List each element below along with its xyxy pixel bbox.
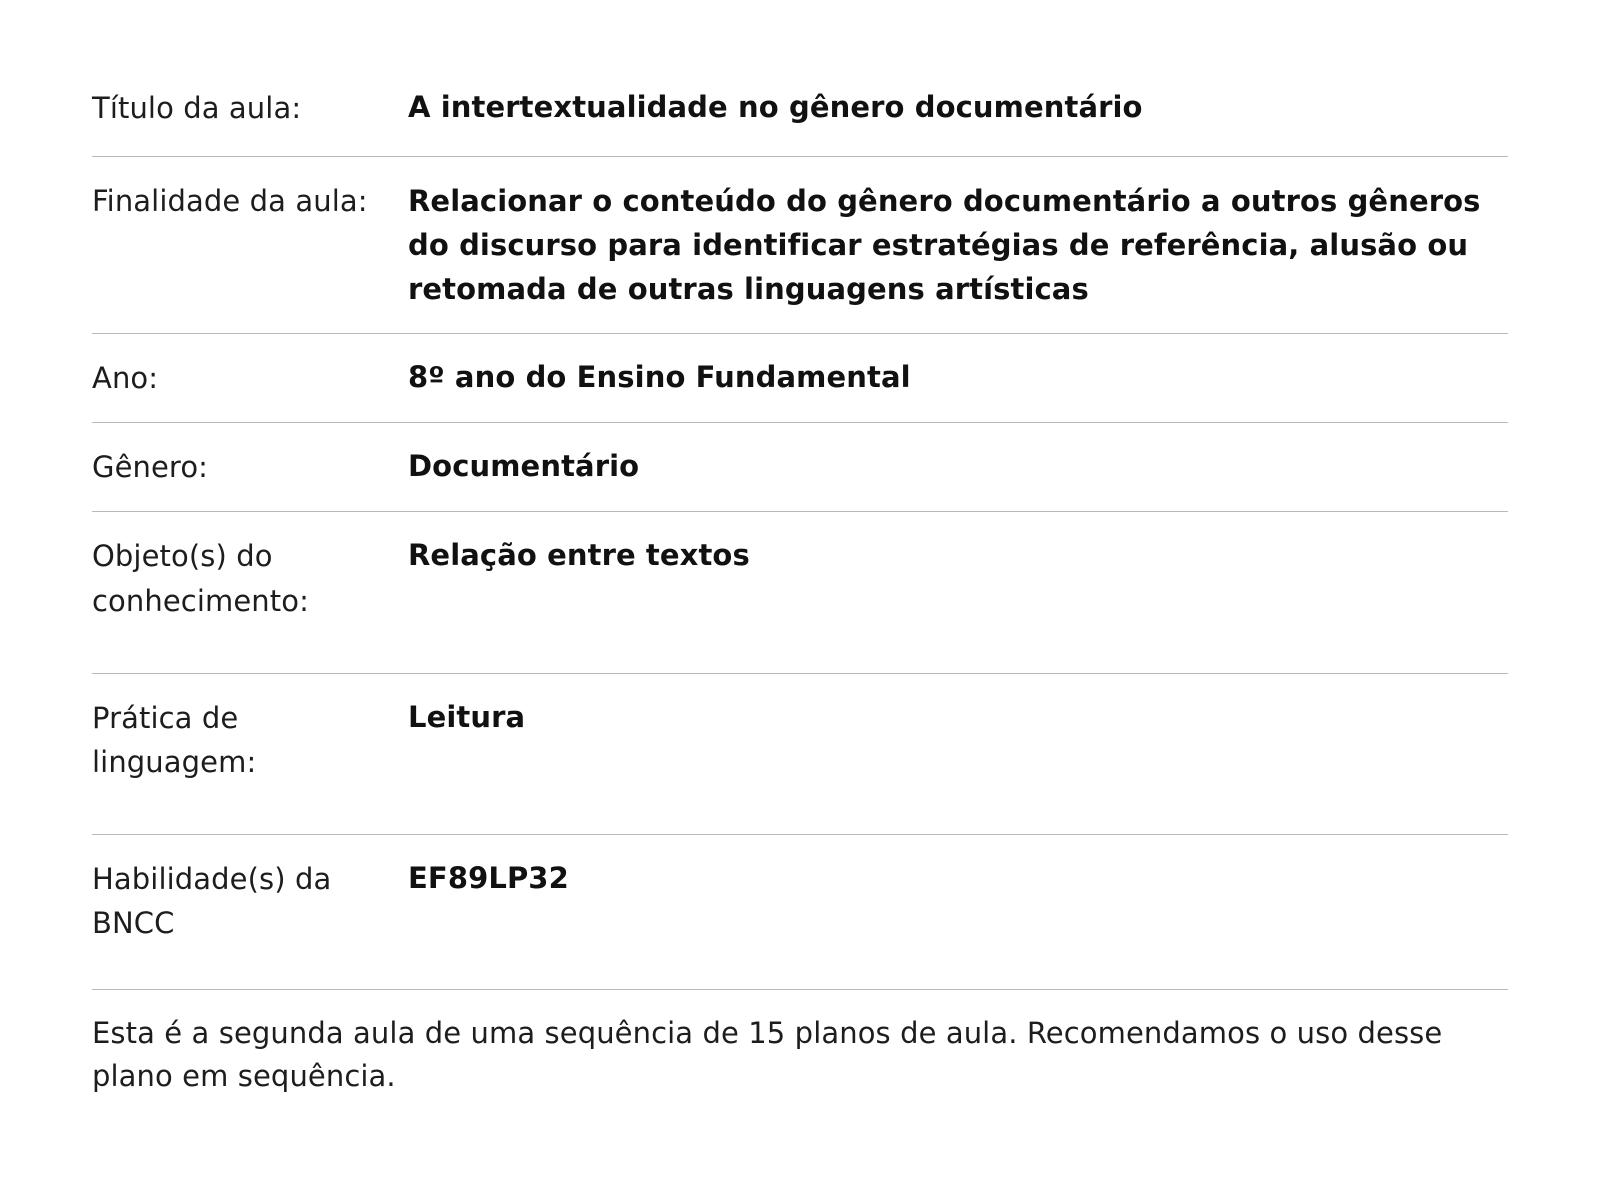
row-label-pratica: Prática de linguagem: <box>92 673 408 834</box>
row-label-objetos: Objeto(s) do conhecimento: <box>92 512 408 673</box>
row-value-objetos: Relação entre textos <box>408 512 1508 673</box>
row-value-pratica: Leitura <box>408 673 1508 834</box>
row-label-genero: Gênero: <box>92 423 408 512</box>
table-row <box>92 423 1508 512</box>
row-label-titulo: Título da aula: <box>92 91 302 125</box>
row-value-finalidade: Relacionar o conteúdo do gênero documentário a outros gêneros do discurso para identificar estratégias de referência, alusão ou retomada de outras linguagens artísticas <box>408 157 1508 334</box>
row-value-habilidades: EF89LP32 <box>408 834 1508 989</box>
sequence-note-row <box>92 989 1508 1099</box>
row-value-titulo: A intertextualidade no gênero documentário <box>408 90 1143 124</box>
row-value-ano: 8º ano do Ensino Fundamental <box>408 334 1508 423</box>
table-row <box>92 157 1508 334</box>
row-value-genero: Documentário <box>408 423 1508 512</box>
row-label-ano: Ano: <box>92 334 408 423</box>
lesson-plan-table <box>92 60 1508 1099</box>
row-label-finalidade: Finalidade da aula: <box>92 157 408 334</box>
table-row <box>92 334 1508 423</box>
sequence-note: Esta é a segunda aula de uma sequência de 15 planos de aula. Recomendamos o uso desse plano em sequência. <box>92 989 1508 1099</box>
table-row <box>92 512 1508 673</box>
row-label-habilidades: Habilidade(s) da BNCC <box>92 834 408 989</box>
table-row <box>92 834 1508 989</box>
table-row <box>92 673 1508 834</box>
table-row <box>92 60 1508 157</box>
